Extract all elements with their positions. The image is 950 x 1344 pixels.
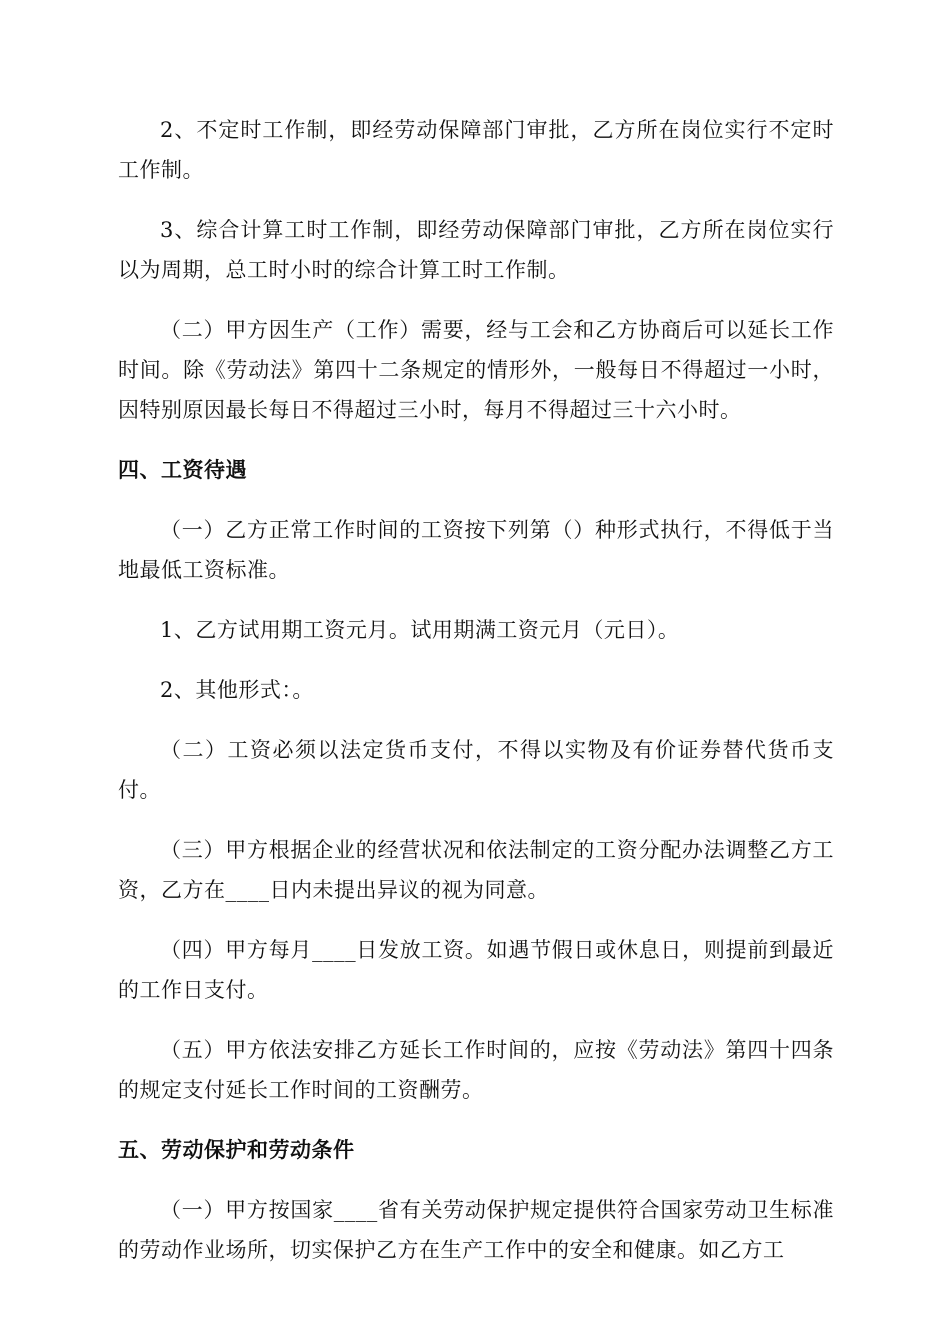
paragraph-indefinite-hours: 2、不定时工作制，即经劳动保障部门审批，乙方所在岗位实行不定时工作制。 (118, 118, 834, 182)
paragraph-wage-adjustment: （三）甲方根据企业的经营状况和依法制定的工资分配办法调整乙方工资，乙方在____日内未提出异议的视为同意。 (118, 838, 834, 902)
paragraph-payday: （四）甲方每月____日发放工资。如遇节假日或休息日，则提前到最近的工作日支付。 (118, 938, 834, 1002)
section-heading-labor-protection: 五、劳动保护和劳动条件 (118, 1138, 355, 1162)
paragraph-overtime-pay: （五）甲方依法安排乙方延长工作时间的，应按《劳动法》第四十四条的规定支付延长工作时间的工资酬劳。 (118, 1038, 834, 1102)
paragraph-workplace-safety: （一）甲方按国家____省有关劳动保护规定提供符合国家劳动卫生标准的劳动作业场所，切实保护乙方在生产工作中的安全和健康。如乙方工 (118, 1198, 834, 1262)
paragraph-wage-form: （一）乙方正常工作时间的工资按下列第（）种形式执行，不得低于当地最低工资标准。 (118, 518, 834, 582)
paragraph-comprehensive-hours: 3、综合计算工时工作制，即经劳动保障部门审批，乙方所在岗位实行以为周期，总工时小时的综合计算工时工作制。 (118, 218, 834, 282)
paragraph-probation-wage: 1、乙方试用期工资元月。试用期满工资元月（元日）。 (160, 618, 680, 642)
document-page (118, 110, 834, 1290)
section-heading-wages: 四、工资待遇 (118, 458, 247, 482)
paragraph-currency-payment: （二）工资必须以法定货币支付，不得以实物及有价证券替代货币支付。 (118, 738, 834, 802)
paragraph-overtime: （二）甲方因生产（工作）需要，经与工会和乙方协商后可以延长工作时间。除《劳动法》第四十二条规定的情形外，一般每日不得超过一小时，因特别原因最长每日不得超过三小时，每月不得超过三十六小时。 (118, 318, 834, 422)
paragraph-other-form: 2、其他形式：。 (160, 678, 314, 702)
